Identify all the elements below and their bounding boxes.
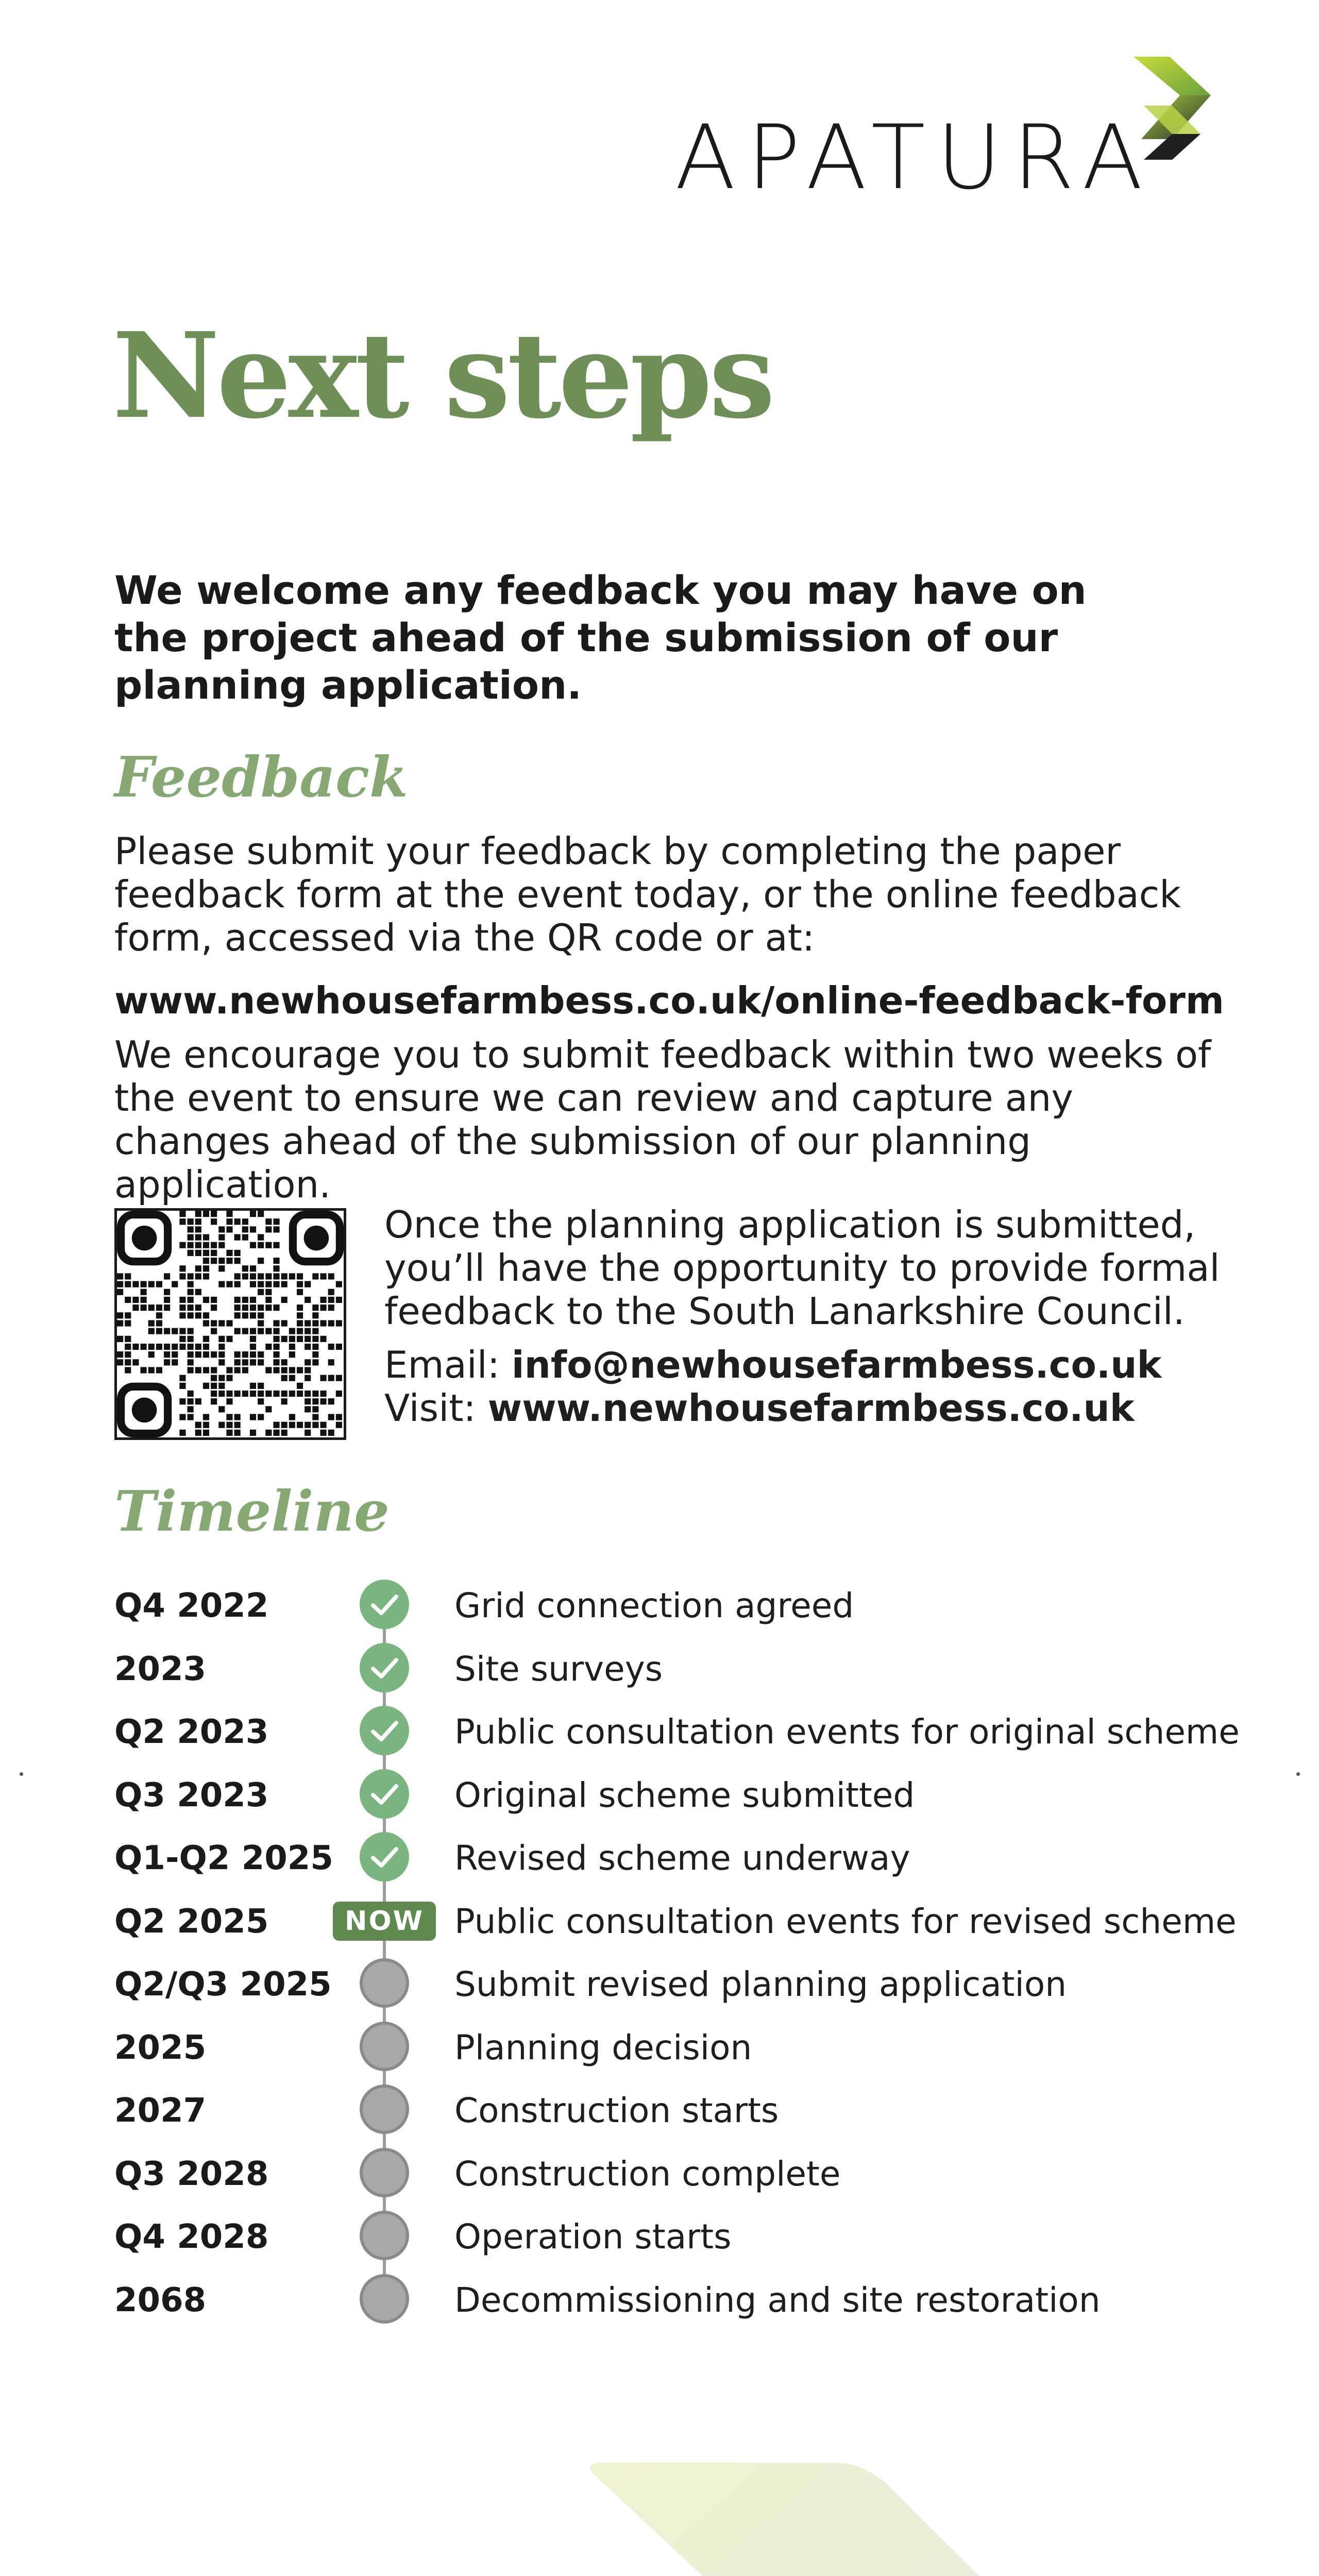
timeline-date: Q3 2028	[114, 2155, 269, 2193]
qr-code-icon[interactable]	[114, 1208, 346, 1440]
check-icon	[360, 1706, 409, 1755]
timeline-date: 2025	[114, 2028, 207, 2067]
timeline-label: Site surveys	[454, 1649, 663, 1689]
check-icon	[360, 1580, 409, 1629]
timeline-label: Revised scheme underway	[454, 1838, 910, 1878]
timeline-date: 2023	[114, 1650, 207, 1688]
feedback-encourage-paragraph: We encourage you to submit feedback within two weeks of the event to ensure we can review and capture any changes ahead of the submission of our planning application.	[114, 1033, 1211, 1206]
pending-circle-icon	[360, 1958, 409, 2008]
timeline-label: Public consultation events for revised scheme	[454, 1901, 1237, 1941]
brand-logo	[665, 57, 1211, 211]
visit-label: Visit:	[384, 1386, 476, 1430]
feedback-paragraph: Please submit your feedback by completing the paper feedback form at the event today, or the online feedback form, accessed via the QR code or at:	[114, 829, 1181, 959]
pending-circle-icon	[360, 2022, 409, 2071]
website-line	[384, 1386, 1260, 1430]
timeline-row	[114, 1640, 1248, 1703]
timeline-row	[114, 1577, 1248, 1640]
check-icon	[360, 1769, 409, 1819]
pending-circle-icon	[360, 2211, 409, 2260]
timeline-label: Operation starts	[454, 2217, 732, 2257]
timeline-row	[114, 1703, 1248, 1766]
feedback-url-link[interactable]: www.newhousefarmbess.co.uk/online-feedback-form	[114, 979, 1224, 1022]
timeline-date: Q3 2023	[114, 1776, 269, 1815]
timeline-label: Public consultation events for original scheme	[454, 1712, 1240, 1752]
check-icon	[360, 1643, 409, 1692]
contact-text: Once the planning application is submitted, you’ll have the opportunity to provide formal feedback to the South Lanarkshire Council.	[384, 1203, 1220, 1333]
timeline-date: Q2/Q3 2025	[114, 1965, 332, 2004]
timeline-label: Original scheme submitted	[454, 1775, 915, 1815]
timeline-label: Construction starts	[454, 2091, 779, 2130]
pending-circle-icon	[360, 2274, 409, 2324]
timeline-row	[114, 2271, 1248, 2334]
check-icon	[360, 1832, 409, 1882]
timeline-date: Q1-Q2 2025	[114, 1839, 333, 1877]
timeline-row	[114, 2145, 1248, 2208]
pending-circle-icon	[360, 2084, 409, 2134]
timeline-label: Construction complete	[454, 2154, 841, 2194]
contact-block	[384, 1203, 1260, 1430]
pending-circle-icon	[360, 2148, 409, 2197]
timeline-date: Q4 2028	[114, 2218, 269, 2256]
intro-text: We welcome any feedback you may have on the project ahead of the submission of our planning application.	[114, 567, 1087, 708]
logo-wordmark: APATURA	[675, 106, 1154, 209]
timeline-row	[114, 1829, 1248, 1892]
page-title: Next steps	[112, 307, 772, 445]
now-badge: NOW	[333, 1902, 436, 1941]
edge-dot	[20, 1772, 23, 1776]
edge-dot	[1296, 1772, 1300, 1776]
timeline-date: Q4 2022	[114, 1587, 269, 1625]
timeline-label: Planning decision	[454, 2027, 752, 2067]
timeline-heading: Timeline	[114, 1479, 390, 1544]
timeline-row	[114, 2208, 1248, 2271]
feedback-heading: Feedback	[114, 745, 408, 810]
timeline-label: Decommissioning and site restoration	[454, 2280, 1101, 2320]
timeline-date: Q2 2025	[114, 1902, 269, 1941]
website-link[interactable]: www.newhousefarmbess.co.uk	[487, 1386, 1135, 1430]
timeline-date: 2027	[114, 2092, 207, 2130]
timeline-label: Grid connection agreed	[454, 1586, 854, 1625]
timeline-row	[114, 1892, 1248, 1956]
timeline	[114, 1577, 1248, 2334]
email-link[interactable]: info@newhousefarmbess.co.uk	[511, 1343, 1162, 1386]
timeline-row	[114, 2019, 1248, 2082]
timeline-label: Submit revised planning application	[454, 1964, 1067, 2004]
email-label: Email:	[384, 1343, 500, 1386]
timeline-date: 2068	[114, 2281, 207, 2319]
timeline-row	[114, 2081, 1248, 2145]
timeline-row	[114, 1955, 1248, 2019]
email-line	[384, 1343, 1260, 1386]
timeline-row	[114, 1766, 1248, 1829]
chevron-arrow-icon	[1123, 57, 1211, 160]
timeline-date: Q2 2023	[114, 1713, 269, 1751]
decorative-chevron-graphic	[556, 2452, 1319, 2576]
